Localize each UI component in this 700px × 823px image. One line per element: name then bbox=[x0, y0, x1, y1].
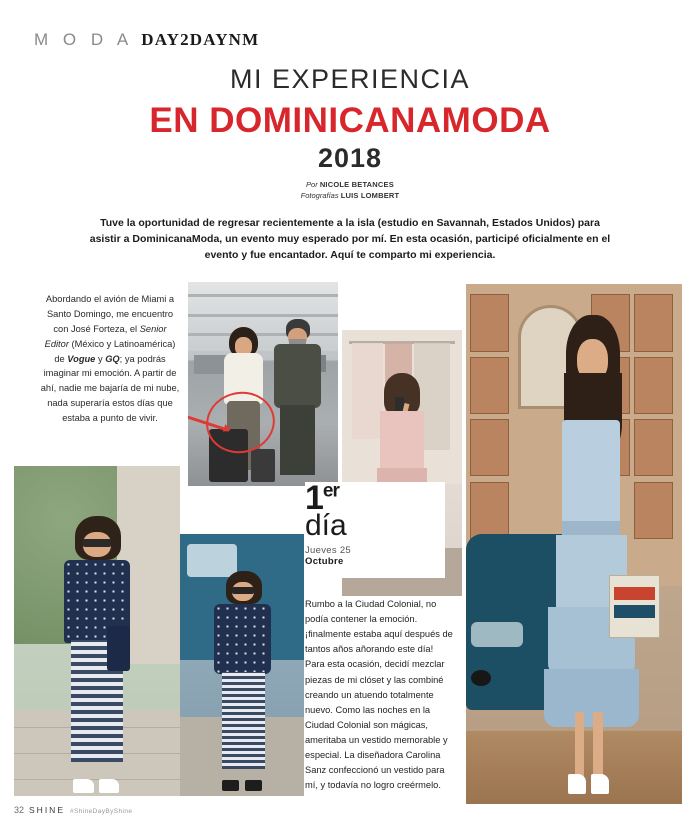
day-badge bbox=[305, 479, 445, 578]
page-number: 32 bbox=[14, 805, 25, 815]
masthead-section-label: M O D A bbox=[34, 30, 134, 49]
photo-garden-outfit bbox=[14, 466, 180, 796]
photo-airport-selfie-art bbox=[188, 282, 338, 486]
photo-caption-airport bbox=[40, 292, 180, 426]
credit-photo-label: Fotografías bbox=[300, 190, 339, 200]
caption-part2: (México y Latinoamérica) de bbox=[54, 338, 176, 364]
photo-tuktuk-outfit-art bbox=[180, 534, 304, 796]
day-badge-weekday: Jueves 25 bbox=[305, 544, 352, 556]
credit-photo-name: LUIS LOMBERT bbox=[340, 190, 400, 200]
day-badge-ordinal: er bbox=[322, 480, 339, 502]
footer-magazine-name: SHINE bbox=[29, 805, 65, 815]
credit-byline bbox=[0, 180, 700, 191]
page-title-line2: EN DOMINICANAMODA bbox=[149, 101, 551, 140]
photo-airport-selfie bbox=[188, 282, 338, 486]
footer-hashtag: #ShineDayByShine bbox=[70, 808, 133, 815]
caption-senior-editor: Senior Editor bbox=[44, 323, 167, 349]
caption-vogue: Vogue bbox=[67, 353, 96, 364]
caption-gq: GQ bbox=[105, 353, 120, 364]
credit-byline-name: NICOLE BETANCES bbox=[319, 180, 394, 189]
credit-byline-label: Por bbox=[306, 180, 318, 189]
day-badge-word: día bbox=[305, 509, 347, 543]
article-title-block bbox=[0, 64, 700, 202]
article-deck: Tuve la oportunidad de regresar recientemente a la isla (estudio en Savannah, Estados Unidos) para asistir a DominicanaModa, un evento muy esperado por mí. En esta ocasión, participé oficialmente en el evento y fue encantador. Aquí te comparto mi experiencia. bbox=[89, 216, 611, 262]
page-footer bbox=[14, 805, 132, 815]
article-body-text: Rumbo a la Ciudad Colonial, no podía contener la emoción. ¡finalmente estaba aquí después de tantos años añorando este día! Para esta ocasión, decidí mezclar piezas de mi clóset y las combiné creando un atuendo totalmente nuevo. Como las noches en la Ciudad Colonial son mágicas, ameritaba un vestido memorable y especial. La diseñadora Carolina Sanz confeccionó un vestido para mí, y todavía no logro creérmelo. bbox=[305, 599, 453, 790]
day-badge-month: Octubre bbox=[305, 555, 344, 567]
credit-photography bbox=[0, 191, 700, 202]
photo-blue-dress-car-art bbox=[466, 284, 682, 804]
credits bbox=[0, 180, 700, 202]
page-title-year: 2018 bbox=[317, 143, 383, 173]
photo-blue-dress-car bbox=[466, 284, 682, 804]
page-title-line1: MI EXPERIENCIA bbox=[229, 64, 471, 94]
photo-garden-outfit-art bbox=[14, 466, 180, 796]
masthead-brand-label: DAY2DAYNM bbox=[141, 30, 260, 49]
photo-tuktuk-outfit bbox=[180, 534, 304, 796]
day-badge-number: 1er bbox=[305, 479, 339, 517]
caption-part1: Abordando el avión de Miami a Santo Domingo, me encuentro con José Forteza, el bbox=[45, 294, 175, 334]
caption-and: y bbox=[95, 353, 106, 364]
masthead bbox=[34, 30, 259, 50]
caption-part3: ; ya podrás imaginar mi emoción. A partir de ahí, nadie me bajaría de mi nube, nada superaría estos días que estaba a punto de vivir. bbox=[40, 353, 180, 423]
